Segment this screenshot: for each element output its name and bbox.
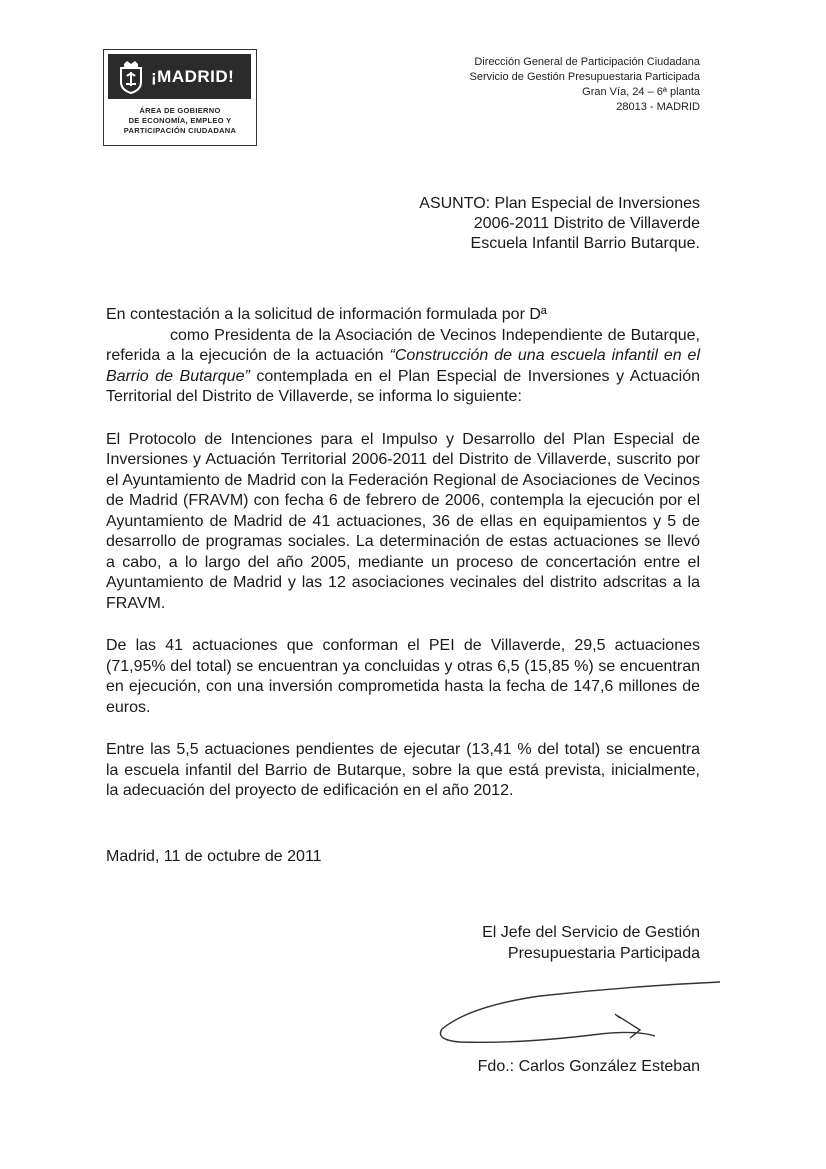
subject-line: 2006-2011 Distrito de Villaverde: [473, 215, 700, 232]
madrid-logo: [103, 49, 257, 146]
signer-title: El Jefe del Servicio de Gestión Presupuestaria Participada: [482, 924, 700, 962]
handwritten-signature: [430, 974, 730, 1054]
sender-address: [469, 55, 700, 115]
address-line: Servicio de Gestión Presupuestaria Participada: [469, 71, 700, 83]
subject-line: Plan Especial de Inversiones: [490, 195, 700, 212]
logo-band: [108, 54, 251, 99]
subject-block: [419, 194, 700, 254]
paragraph-pending: Entre las 5,5 actuaciones pendientes de ejecutar (13,41 % del total) se encuentra la escuela infantil del Barrio de Butarque, sobre la que está prevista, inicialmente, la adecuación del proyecto de edificación en el año 2012.: [106, 741, 700, 799]
letter-date: Madrid, 11 de octubre de 2011: [106, 848, 322, 865]
address-line: Dirección General de Participación Ciudadana: [474, 56, 700, 68]
letter-body: [106, 305, 700, 824]
subject-line: Escuela Infantil Barrio Butarque.: [470, 235, 700, 252]
subject-label: ASUNTO:: [419, 195, 491, 212]
address-line: 28013 - MADRID: [616, 101, 700, 113]
italic-quote: “Construcción de una escuela infantil en el Barrio de Butarque”: [106, 347, 701, 385]
address-line: Gran Vía, 24 – 6ª planta: [582, 86, 700, 98]
paragraph-status: De las 41 actuaciones que conforman el PEI de Villaverde, 29,5 actuaciones (71,95% del total) se encuentran ya concluidas y otras 6,5 (15,85 %) se encuentran en ejecución, con una inversión comprometida hasta la fecha de 147,6 millones de euros.: [106, 637, 700, 716]
logo-subtitle: ÁREA DE GOBIERNO DE ECONOMÍA, EMPLEO Y PARTICIPACIÓN CIUDADANA: [123, 106, 237, 135]
paragraph-intro: En contestación a la solicitud de información formulada por Dª como Presidenta de la Asociación de Vecinos Independiente de Butarque, referida a la ejecución de la actuación “Construcción de una escuela infantil en el Barrio de Butarque” contemplada en el Plan Especial de Inversiones y Actuación Territorial del Distrito de Villaverde, se informa lo siguiente:: [106, 306, 701, 405]
signed-by: Fdo.: Carlos González Esteban: [477, 1058, 700, 1075]
madrid-crest-icon: [117, 60, 145, 94]
paragraph-protocol: El Protocolo de Intenciones para el Impulso y Desarrollo del Plan Especial de Inversiones y Actuación Territorial 2006-2011 del Distrito de Villaverde, suscrito por el Ayuntamiento de Madrid con la Federación Regional de Asociaciones de Vecinos de Madrid (FRAVM) con fecha 6 de febrero de 2006, contempla la ejecución por el Ayuntamiento de Madrid de 41 actuaciones, 36 de ellas en equipamientos y 5 de desarrollo de programas sociales. La determinación de estas actuaciones se llevó a cabo, a lo largo del año 2005, mediante un proceso de concertación entre el Ayuntamiento de Madrid y las 12 asociaciones vecinales del distrito adscritas a la FRAVM.: [106, 430, 700, 612]
logo-wordmark: ¡MADRID!: [151, 66, 235, 86]
